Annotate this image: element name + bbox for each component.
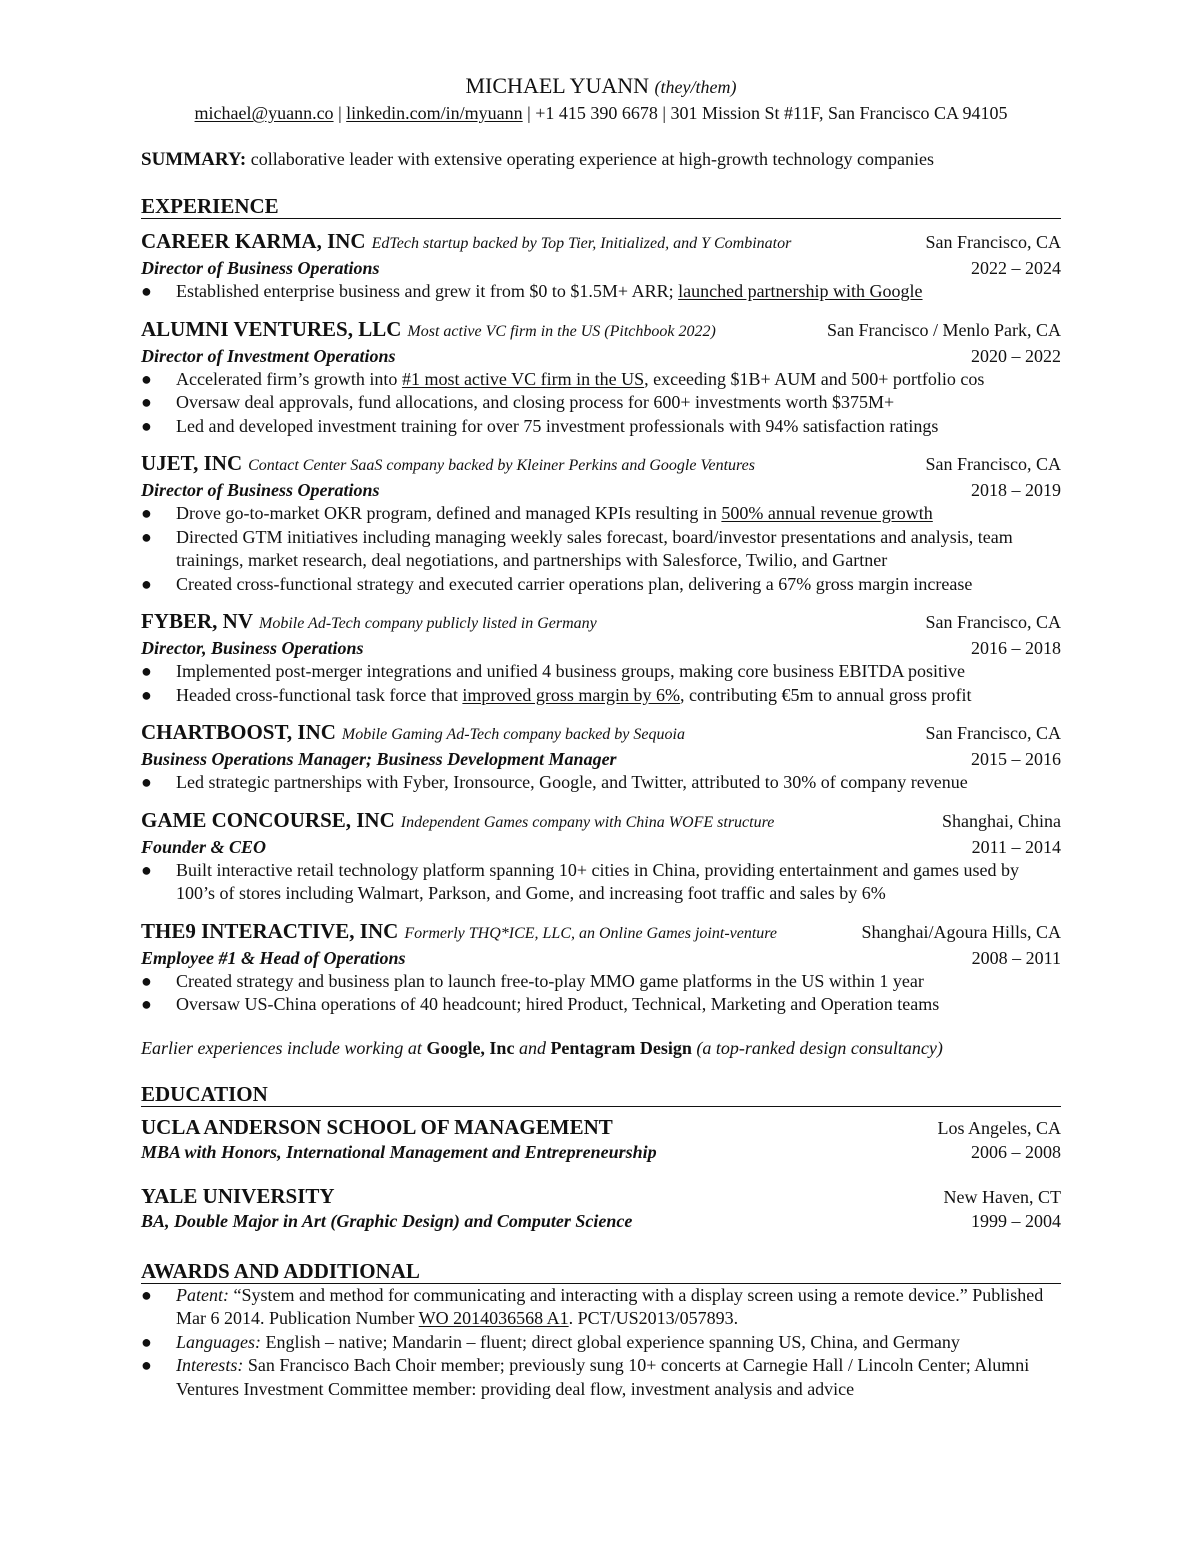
job-dates: 2011 – 2014 xyxy=(971,836,1061,857)
job-header-row xyxy=(141,808,1061,835)
job-entry xyxy=(141,609,1061,707)
school-degree-row xyxy=(141,1140,1061,1164)
company-name: UJET, INC xyxy=(141,451,243,475)
job-location: San Francisco / Menlo Park, CA xyxy=(827,319,1061,340)
education-heading: EDUCATION xyxy=(141,1082,1061,1107)
school-header-row xyxy=(141,1115,1061,1140)
bullet-text: English – native; Mandarin – fluent; direct global experience spanning US, China, and Germany xyxy=(261,1331,960,1352)
job-dates: 2015 – 2016 xyxy=(971,749,1061,769)
job-bullet xyxy=(141,660,1061,684)
school-name: YALE UNIVERSITY xyxy=(141,1183,335,1208)
company-name: CAREER KARMA, INC xyxy=(141,229,366,253)
bullet-glyph: ● xyxy=(141,661,152,681)
name-text: MICHAEL YUANN xyxy=(465,73,650,98)
job-role-row xyxy=(141,478,1061,502)
underlined-highlight: #1 most active VC firm in the US xyxy=(401,368,645,389)
job-bullets xyxy=(141,859,1061,906)
job-bullet xyxy=(141,993,1061,1017)
company-description: Independent Games company with China WOFE structure xyxy=(400,813,775,831)
award-item xyxy=(141,1331,1061,1355)
address: 301 Mission St #11F, San Francisco CA 94105 xyxy=(670,103,1008,123)
bullet-glyph: ● xyxy=(141,970,152,991)
bullet-glyph: ● xyxy=(141,526,152,547)
bullet-glyph: ● xyxy=(141,415,152,436)
job-role-row xyxy=(141,835,1061,859)
company-line xyxy=(141,451,755,478)
bullet-text: Created cross-functional strategy and executed carrier operations plan, delivering a 67% gross margin increase xyxy=(176,573,973,594)
award-item xyxy=(141,1354,1061,1401)
bullet-glyph: ● xyxy=(141,281,152,301)
underlined-highlight: WO 2014036568 A1 xyxy=(418,1308,569,1328)
bullet-text: Implemented post-merger integrations and unified 4 business groups, making core business EBITDA positive xyxy=(176,661,966,681)
job-bullets xyxy=(141,771,1061,795)
bullet-text: Created strategy and business plan to launch free-to-play MMO game platforms in the US within 1 year xyxy=(176,970,924,991)
bullet-glyph: ● xyxy=(141,503,152,523)
linkedin-link[interactable]: linkedin.com/in/myuann xyxy=(346,103,523,123)
company-name: CHARTBOOST, INC xyxy=(141,720,336,744)
company-description: EdTech startup backed by Top Tier, Initialized, and Y Combinator xyxy=(371,235,792,252)
job-bullet xyxy=(141,368,1061,392)
company-line xyxy=(141,720,685,747)
earlier-company-google: Google, Inc xyxy=(426,1037,515,1058)
bullet-text: Oversaw US-China operations of 40 headcount; hired Product, Technical, Marketing and Operation teams xyxy=(176,994,940,1014)
job-bullet xyxy=(141,771,1061,795)
job-title: Founder & CEO xyxy=(141,836,267,857)
bullet-text: Drove go-to-market OKR program, defined and managed KPIs resulting in xyxy=(176,503,722,523)
bullet-text: “System and method for communicating and interacting with a display screen using a remote device.” Published Mar 6 2014. Publication Number xyxy=(176,1284,1044,1328)
education-list xyxy=(141,1115,1061,1233)
school-dates: 1999 – 2004 xyxy=(971,1210,1061,1231)
summary-label: SUMMARY: xyxy=(141,149,247,170)
company-line xyxy=(141,808,774,835)
award-item xyxy=(141,1284,1061,1331)
job-entry xyxy=(141,919,1061,1017)
company-line xyxy=(141,609,597,636)
item-label: Interests: xyxy=(176,1355,244,1375)
experience-list xyxy=(141,229,1061,1017)
job-location: San Francisco, CA xyxy=(925,232,1061,252)
phone-number: +1 415 390 6678 xyxy=(535,103,658,123)
earlier-part3: (a top-ranked design consultancy) xyxy=(691,1037,943,1058)
job-location: San Francisco, CA xyxy=(925,454,1061,474)
separator: | xyxy=(522,103,536,123)
company-line xyxy=(141,919,777,946)
job-title: Director of Business Operations xyxy=(141,258,380,278)
school-name: UCLA ANDERSON SCHOOL OF MANAGEMENT xyxy=(141,1114,613,1139)
degree: MBA with Honors, International Management and Entrepreneurship xyxy=(141,1141,657,1162)
job-dates: 2020 – 2022 xyxy=(971,345,1061,366)
school-entry xyxy=(141,1115,1061,1164)
job-bullet xyxy=(141,684,1061,708)
bullet-text: Established enterprise business and grew it from $0 to $1.5M+ ARR; xyxy=(176,281,679,301)
bullet-text: . PCT/US2013/057893. xyxy=(568,1308,739,1328)
bullet-glyph: ● xyxy=(141,1355,152,1375)
school-degree-row xyxy=(141,1209,1061,1233)
item-label: Patent: xyxy=(176,1284,229,1305)
bullet-text: Led and developed investment training for over 75 investment professionals with 94% satisfaction ratings xyxy=(176,415,939,436)
underlined-highlight: launched partnership with Google xyxy=(678,281,923,301)
school-dates: 2006 – 2008 xyxy=(971,1141,1061,1162)
bullet-text: , contributing €5m to annual gross profit xyxy=(680,684,972,705)
bullet-glyph: ● xyxy=(141,573,152,594)
job-bullet xyxy=(141,970,1061,994)
experience-heading: EXPERIENCE xyxy=(141,194,1061,219)
separator: | xyxy=(657,103,671,123)
job-location: Shanghai, China xyxy=(942,810,1061,831)
company-name: FYBER, NV xyxy=(141,609,254,633)
bullet-glyph: ● xyxy=(141,772,152,792)
bullet-text: San Francisco Bach Choir member; previously sung 10+ concerts at Carnegie Hall / Lincoln Center; Alumni Ventures Investment Committee member: providing deal flow, investment analysis and advice xyxy=(176,1355,1030,1399)
job-dates: 2022 – 2024 xyxy=(971,258,1061,278)
job-role-row xyxy=(141,256,1061,280)
bullet-glyph: ● xyxy=(141,859,152,880)
job-header-row xyxy=(141,720,1061,747)
company-description: Mobile Ad-Tech company publicly listed in Germany xyxy=(259,615,597,632)
job-bullet xyxy=(141,280,1061,304)
bullet-text: , exceeding $1B+ AUM and 500+ portfolio cos xyxy=(644,368,985,389)
resume-header xyxy=(141,72,1061,125)
summary xyxy=(141,147,1061,172)
bullet-text: Oversaw deal approvals, fund allocations, and closing process for 600+ investments worth $375M+ xyxy=(176,392,895,412)
company-description: Formerly THQ*ICE, LLC, an Online Games joint-venture xyxy=(404,924,778,942)
job-title: Director of Business Operations xyxy=(141,480,380,500)
school-header-row xyxy=(141,1184,1061,1209)
job-role-row xyxy=(141,747,1061,771)
job-entry xyxy=(141,451,1061,596)
earlier-part1: Earlier experiences include working at xyxy=(141,1037,427,1058)
job-entry xyxy=(141,229,1061,304)
job-title: Director, Business Operations xyxy=(141,638,364,658)
company-name: GAME CONCOURSE, INC xyxy=(141,807,395,832)
job-bullet xyxy=(141,859,1061,906)
job-entry xyxy=(141,808,1061,906)
job-bullet xyxy=(141,573,1061,597)
bullet-text: Built interactive retail technology platform spanning 10+ cities in China, providing entertainment and games used by 100’s of stores including Walmart, Parkson, and Gome, and increasing foot traffic and sales by 6% xyxy=(176,859,1019,903)
company-description: Contact Center SaaS company backed by Kleiner Perkins and Google Ventures xyxy=(248,457,755,474)
bullet-glyph: ● xyxy=(141,1331,152,1352)
job-role-row xyxy=(141,636,1061,660)
job-header-row xyxy=(141,609,1061,636)
job-role-row xyxy=(141,344,1061,368)
contact-line xyxy=(141,101,1061,125)
company-description: Most active VC firm in the US (Pitchbook 2022) xyxy=(407,322,716,340)
awards-list xyxy=(141,1284,1061,1402)
school-location: Los Angeles, CA xyxy=(937,1117,1061,1138)
pronouns: (they/them) xyxy=(654,77,737,97)
bullet-glyph: ● xyxy=(141,994,152,1014)
company-line xyxy=(141,317,716,344)
job-header-row xyxy=(141,919,1061,946)
job-title: Director of Investment Operations xyxy=(141,345,396,366)
job-bullet xyxy=(141,502,1061,526)
company-description: Mobile Gaming Ad-Tech company backed by Sequoia xyxy=(341,726,685,743)
job-header-row xyxy=(141,317,1061,344)
earlier-part2: and xyxy=(514,1037,551,1058)
job-bullets xyxy=(141,280,1061,304)
job-bullets xyxy=(141,660,1061,707)
company-name: THE9 INTERACTIVE, INC xyxy=(141,918,399,943)
underlined-highlight: improved gross margin by 6% xyxy=(462,684,681,705)
awards-heading: AWARDS AND ADDITIONAL xyxy=(141,1259,1061,1284)
job-title: Employee #1 & Head of Operations xyxy=(141,947,406,968)
summary-text: collaborative leader with extensive operating experience at high-growth technology companies xyxy=(246,149,934,169)
bullet-text: Accelerated firm’s growth into xyxy=(176,368,402,389)
bullet-glyph: ● xyxy=(141,684,152,705)
bullet-text: Headed cross-functional task force that xyxy=(176,684,463,705)
underlined-highlight: 500% annual revenue growth xyxy=(721,503,933,523)
job-dates: 2018 – 2019 xyxy=(971,480,1061,500)
school-entry xyxy=(141,1184,1061,1233)
candidate-name xyxy=(141,72,1061,101)
job-header-row xyxy=(141,451,1061,478)
job-entry xyxy=(141,317,1061,439)
job-dates: 2016 – 2018 xyxy=(971,638,1061,658)
degree: BA, Double Major in Art (Graphic Design) and Computer Science xyxy=(141,1210,633,1231)
school-location: New Haven, CT xyxy=(943,1186,1061,1207)
job-header-row xyxy=(141,229,1061,256)
job-bullet xyxy=(141,391,1061,415)
job-bullets xyxy=(141,368,1061,439)
job-role-row xyxy=(141,946,1061,970)
bullet-glyph: ● xyxy=(141,368,152,389)
job-location: Shanghai/Agoura Hills, CA xyxy=(861,921,1061,942)
job-location: San Francisco, CA xyxy=(925,612,1061,632)
company-line xyxy=(141,229,791,256)
job-bullet xyxy=(141,415,1061,439)
earlier-company-pentagram: Pentagram Design xyxy=(550,1037,692,1058)
job-title: Business Operations Manager; Business Development Manager xyxy=(141,749,617,769)
job-entry xyxy=(141,720,1061,795)
separator: | xyxy=(333,103,347,123)
earlier-experience xyxy=(141,1036,1061,1060)
job-bullet xyxy=(141,526,1061,573)
item-label: Languages: xyxy=(176,1331,261,1352)
bullet-glyph: ● xyxy=(141,392,152,412)
email-link[interactable]: michael@yuann.co xyxy=(194,103,334,123)
job-dates: 2008 – 2011 xyxy=(971,947,1061,968)
job-bullets xyxy=(141,502,1061,596)
job-bullets xyxy=(141,970,1061,1017)
company-name: ALUMNI VENTURES, LLC xyxy=(141,316,402,341)
bullet-glyph: ● xyxy=(141,1284,152,1305)
job-location: San Francisco, CA xyxy=(925,723,1061,743)
bullet-text: Led strategic partnerships with Fyber, Ironsource, Google, and Twitter, attributed to 30% of company revenue xyxy=(176,772,968,792)
bullet-text: Directed GTM initiatives including managing weekly sales forecast, board/investor presentations and analysis, team trainings, market research, deal negotiations, and partnerships with Salesforce, Twilio, and Gartner xyxy=(176,526,1013,570)
